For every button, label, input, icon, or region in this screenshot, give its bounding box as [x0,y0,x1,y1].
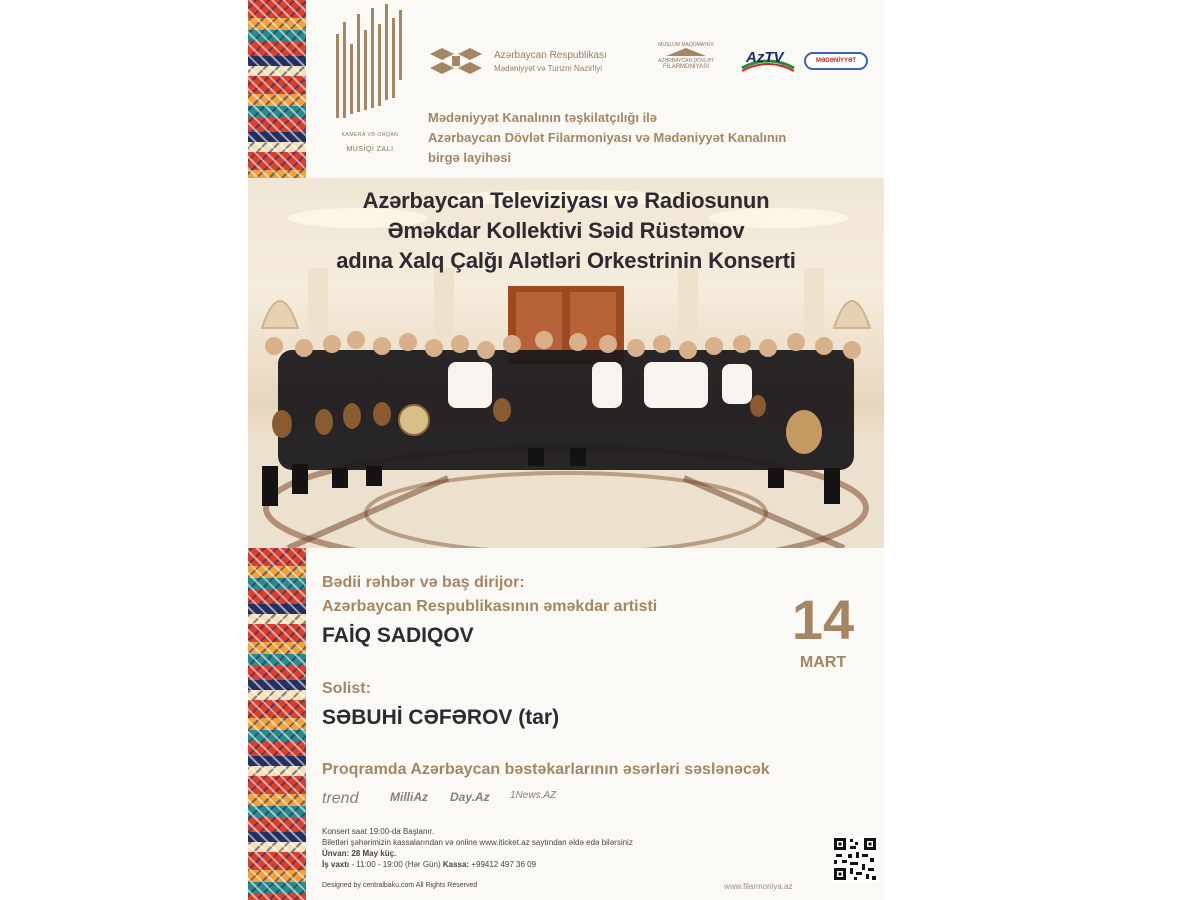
hall-logo-title: MUSİQİ ZALI [346,146,394,153]
ministry-line1: Azərbaycan Respublikası [494,50,607,61]
organizer-intro [428,108,874,168]
concert-poster [248,0,884,900]
hall-logo [334,0,404,153]
title-line: Əməkdar Kollektivi Səid Rüstəmov [387,218,745,243]
media-partners [322,790,582,814]
media-dayaz-logo: Day.Az [450,790,490,804]
carpet-ornament-bottom [248,548,306,900]
medeniyyet-channel-logo: MƏDƏNİYYƏT [804,52,868,70]
media-1news-logo: 1News.AZ [510,790,557,801]
address-row [322,848,396,859]
kassa-value: +99412 497 36 09 [471,860,537,869]
soloist-name: SƏBUHİ CƏFƏROV (tar) [322,706,560,729]
hours-label: İş vaxtı [322,860,350,869]
program-note: Proqramda Azərbaycan bəstəkarlarının əsərləri səslənəcək [322,761,770,778]
orchestra-photo [248,178,884,548]
carpet-ornament-top [248,0,306,178]
title-line: adına Xalq Çalğı Alətləri Orkestrinin Konserti [336,248,796,273]
soloist-label: Solist: [322,680,371,697]
start-time: Konsert saat 19:00-da Başlanır. [322,827,435,836]
title-line: Azərbaycan Televiziyası və Radiosunun [362,188,770,213]
organ-pipes-icon [334,4,404,122]
concert-title [248,186,884,276]
ministry-logo [428,44,638,78]
intro-line: birgə layihəsi [428,150,512,165]
address-value: 28 May küç. [351,849,397,858]
concert-day: 14 [791,588,855,651]
conductor-name: FAİQ SADIQOV [322,624,474,647]
aztv-logo [740,46,796,74]
concert-month: MART [799,654,847,671]
conductor-label: Bədii rəhbər və baş dirijor: [322,574,525,591]
conductor-title: Azərbaycan Respublikasının əməkdar artisti [322,598,658,615]
intro-line: Azərbaycan Dövlət Filarmoniyası və Mədəniyyət Kanalının [428,130,787,145]
hall-logo-subtitle: KAMERA VƏ ORQAN [341,132,399,138]
ministry-line2: Mədəniyyət və Turizm Nazirliyi [494,64,603,73]
media-milliaz-logo: MilliAz [390,790,428,804]
kassa-label: Kassa: [442,860,470,869]
philharmonic-line3: FİLARMONİYASI [663,64,709,70]
qr-code-icon [832,836,878,882]
aztv-label: AzTV [746,49,784,66]
intro-line: Mədəniyyət Kanalının təşkilatçılığı ilə [428,110,658,125]
address-label: Ünvan: [322,849,350,858]
philharmonic-building-icon [666,48,706,56]
hours-row [322,859,536,870]
ministry-emblem-icon [428,44,486,78]
designed-by: Designed by centralbaku.com All Rights Reserved [322,882,478,889]
website-link[interactable]: www.filarmoniya.az [724,882,793,891]
philharmonic-logo [644,40,728,84]
hours-value: - 11:00 - 19:00 (Hər Gün) [351,860,441,869]
philharmonic-line2: AZƏRBAYCAN DÖVLƏT [658,58,714,64]
ticket-info: Biletləri şəhərimizin kassalarından və online www.iticket.az saytından əldə edə bilərsiniz [322,838,633,847]
sponsor-logos [428,40,868,84]
philharmonic-line1: MÜSLÜM MAQOMAYEV [658,42,714,48]
media-trend-logo: trend [322,790,359,807]
